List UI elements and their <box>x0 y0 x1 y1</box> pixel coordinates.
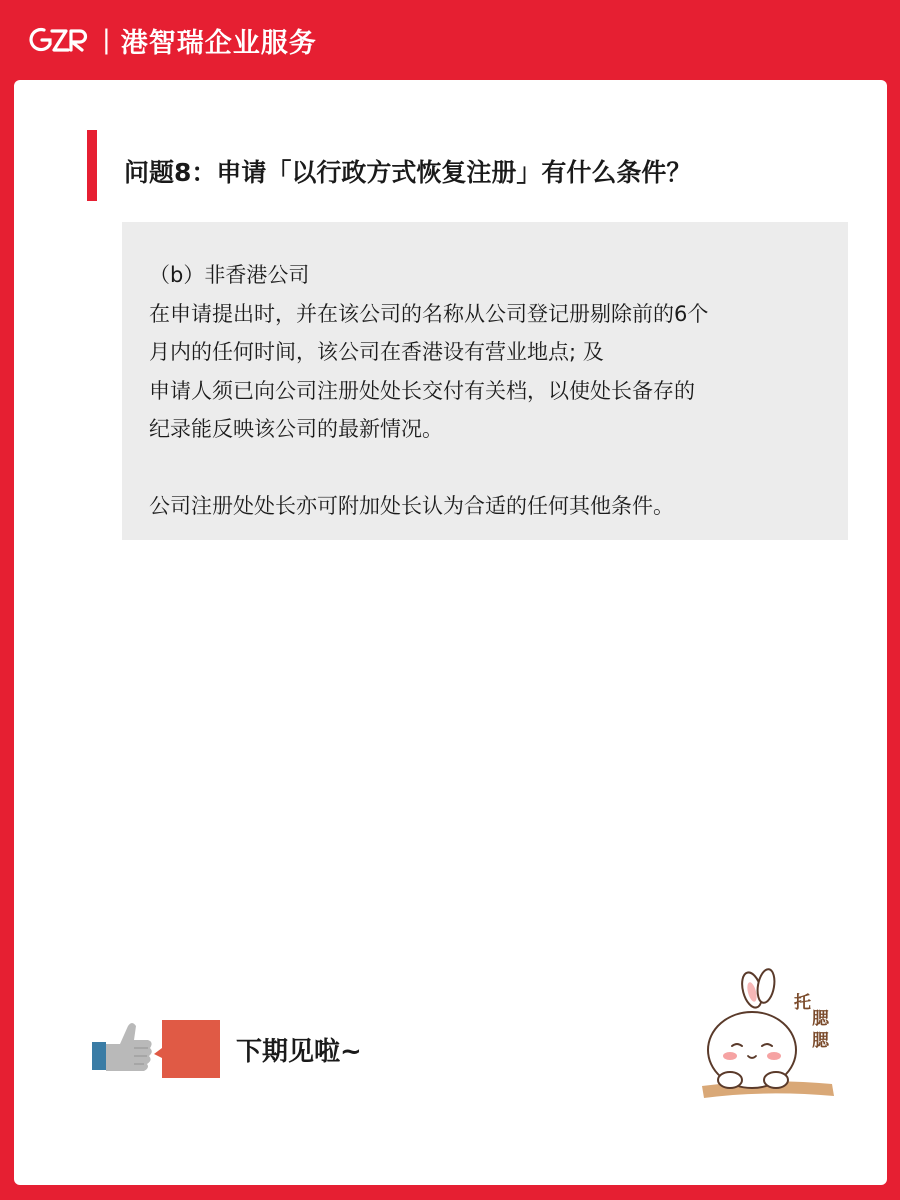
svg-text:托: 托 <box>794 993 811 1012</box>
content-card <box>14 80 887 1185</box>
answer-text <box>149 256 839 525</box>
thumbs-up-icon <box>92 1018 232 1080</box>
answer-line: 在申请提出时，并在该公司的名称从公司登记册剔除前的6个 <box>149 301 709 326</box>
rabbit-sticker-icon <box>694 968 844 1103</box>
paragraph-gap <box>149 449 839 487</box>
answer-line: 纪录能反映该公司的最新情况。 <box>149 417 443 441</box>
question-accent-bar <box>87 130 97 201</box>
footer <box>92 1018 362 1080</box>
footer-text: 下期见啦~ <box>236 1036 362 1067</box>
question-title: 问题8：申请「以行政方式恢复注册」有什么条件？ <box>124 158 692 187</box>
brand-name: 港智瑞企业服务 <box>120 27 317 59</box>
svg-text:腮: 腮 <box>812 1009 829 1028</box>
answer-note: 公司注册处处长亦可附加处长认为合适的任何其他条件。 <box>149 493 674 518</box>
answer-line: 申请人须已向公司注册处处长交付有关档，以使处长备存的 <box>149 378 695 403</box>
brand-separator: | <box>102 25 111 55</box>
answer-line: 月内的任何时间，该公司在香港设有营业地点; 及 <box>149 340 604 364</box>
gzr-logo-icon <box>28 24 90 56</box>
answer-box <box>122 222 848 540</box>
svg-text:腮: 腮 <box>812 1031 829 1050</box>
brand-header <box>28 20 317 60</box>
answer-line: （b）非香港公司 <box>149 263 310 287</box>
